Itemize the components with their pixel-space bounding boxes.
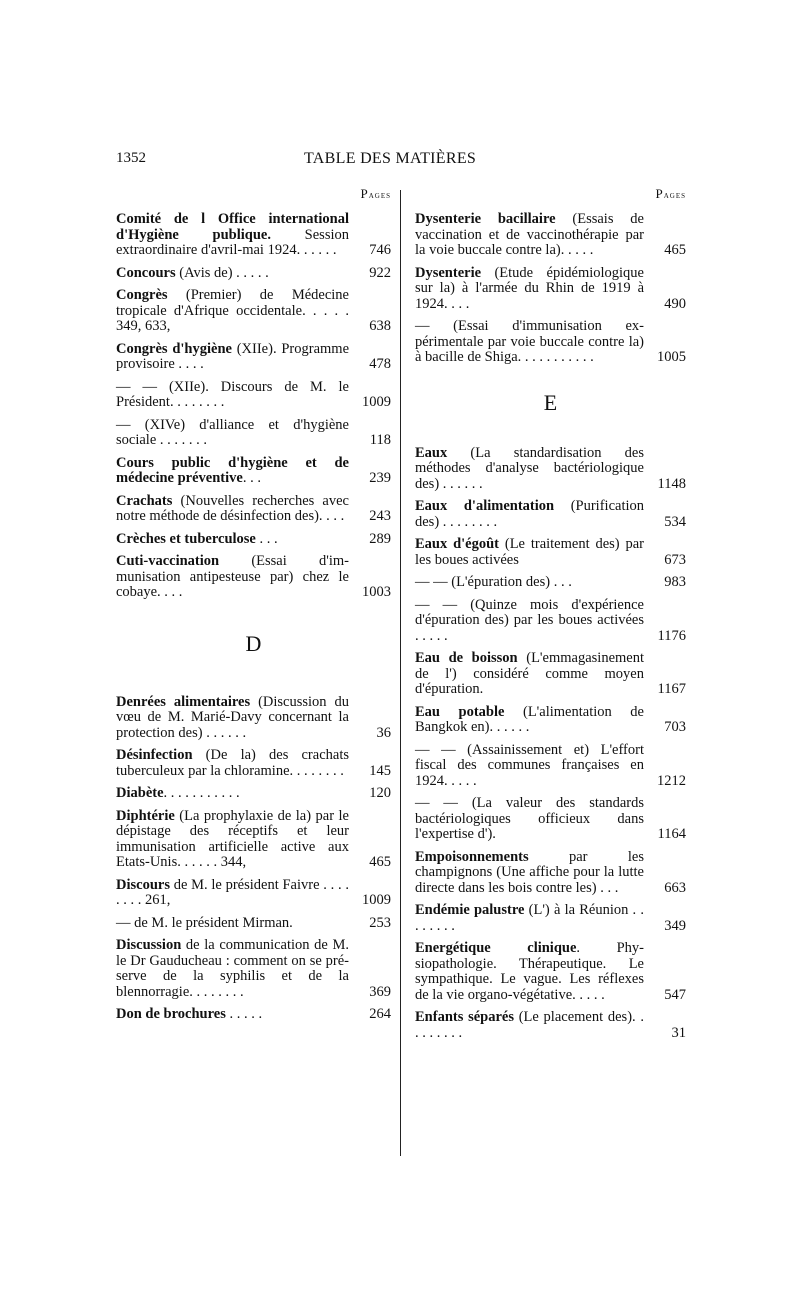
index-entry — [116, 342, 391, 373]
entry-page-number: 31 — [671, 1024, 686, 1041]
entry-text: (Le placement des). . . . . . . . . — [415, 1009, 644, 1041]
entry-text: (XIIe). Programme provisoire . . . . — [116, 340, 350, 372]
index-entry — [116, 494, 391, 525]
entry-page-number: 349 — [664, 917, 686, 934]
index-group — [415, 446, 686, 1042]
entry-page-number: 547 — [664, 986, 686, 1003]
index-entry — [116, 1007, 391, 1023]
index-entry — [415, 796, 686, 843]
entry-text: . . . — [255, 530, 278, 547]
entry-page-number: 478 — [369, 356, 391, 372]
entry-headword: Concours — [116, 264, 176, 281]
entry-headword: Crachats — [116, 492, 173, 509]
entry-text: (Etude épidémiologique sur la) à l'armée du Rhin de 1919 à 1924. . . . — [415, 264, 644, 312]
entry-headword: Cuti-vaccination — [116, 553, 220, 569]
entry-page-number: 118 — [369, 432, 391, 448]
entry-headword: Eau de boisson — [415, 650, 518, 666]
page-header — [116, 150, 676, 172]
running-title: TABLE DES MATIÈRES — [304, 150, 477, 167]
entry-page-number: 1005 — [657, 349, 686, 365]
index-entry — [116, 878, 391, 909]
entry-page-number: 1176 — [657, 627, 686, 644]
entry-text: (Premier) de Médecine tropicale d'Afrique occidentale. . . . . 349, 633, — [116, 287, 349, 334]
index-entry — [116, 938, 391, 1000]
entry-text: (Essais de vaccination et de vaccinothérapie par la voie buccale contre la). . . . . — [415, 211, 644, 258]
entry-headword: Discussion — [116, 937, 182, 953]
index-entry — [116, 748, 391, 779]
entry-page-number: 1148 — [657, 475, 686, 492]
entry-page-number: 638 — [369, 318, 391, 334]
entry-headword: Endémie palustre — [415, 902, 525, 918]
entry-text: (Purification des) . . . . . . . . — [415, 498, 644, 530]
entry-text: . . . . . — [225, 1006, 263, 1022]
entry-headword: Désinfection — [116, 747, 193, 763]
index-entry — [116, 695, 391, 742]
entry-headword: Congrès d'hygiène — [116, 340, 232, 357]
entry-page-number: 369 — [369, 983, 391, 1000]
entry-page-number: 120 — [369, 785, 391, 801]
entry-page-number: 1164 — [657, 826, 686, 842]
entry-text: (La standardisation des méthodes d'analyse bactériologique des) . . . . . . — [415, 444, 644, 492]
index-entry — [415, 499, 686, 530]
entry-page-number: 1212 — [657, 772, 686, 789]
index-entry — [415, 705, 686, 736]
index-entry — [415, 598, 686, 645]
index-entry — [415, 743, 686, 790]
entry-headword: Dysenterie bacillaire — [415, 211, 556, 227]
index-entry — [116, 266, 391, 282]
entry-text: (L'emmagasinement de l') considéré comme moyen d'épuration. — [415, 650, 645, 697]
entry-headword: Don de brochures — [116, 1006, 226, 1022]
index-entry — [116, 288, 391, 335]
entry-headword: Diphtérie — [116, 807, 175, 824]
entry-text: (La prophylaxie de la) par le dépistage des réceptifs et leur immunisation artificielle active aux Etats-Unis. . . . . . 344, — [116, 807, 349, 870]
index-entry — [415, 266, 686, 313]
index-group — [116, 212, 391, 601]
index-entry — [415, 575, 686, 591]
entry-headword: Comité de l Office international d'Hygiène publique. — [116, 211, 349, 243]
entry-page-number: 145 — [369, 762, 391, 779]
entry-text: . . . . . . . . . . . — [163, 785, 240, 801]
entry-text: Session extraordinaire d'avril-mai 1924. . . . . . — [116, 226, 349, 258]
entry-headword: Dysenterie — [415, 264, 482, 281]
entry-text: — de M. le président Mirman. — [116, 914, 293, 931]
entry-headword: Energétique clinique — [415, 940, 577, 956]
page-number: 1352 — [116, 150, 146, 166]
entry-text: — — (L'épuration des) . . . — [415, 574, 572, 590]
entry-page-number: 534 — [664, 513, 686, 530]
entry-text: par les champignons (Une affiche pour la lutte directe dans les bois contre les) . . . — [415, 848, 644, 896]
index-entry — [415, 212, 686, 259]
entry-page-number: 983 — [664, 574, 686, 590]
entry-text: de M. le président Faivre . . . . . . . . 261, — [116, 876, 349, 908]
entry-text: — (XIVe) d'alliance et d'hygiène sociale . . . . . . . — [116, 416, 349, 448]
index-entry — [116, 456, 391, 487]
entry-page-number: 673 — [664, 551, 686, 568]
right-column — [415, 186, 686, 1048]
index-entry — [415, 537, 686, 568]
entry-page-number: 1009 — [362, 394, 391, 410]
entry-page-number: 1003 — [362, 584, 391, 600]
index-entry — [116, 916, 391, 932]
entry-headword: Eaux d'alimentation — [415, 498, 555, 514]
entry-page-number: 36 — [376, 724, 391, 741]
entry-page-number: 253 — [369, 914, 391, 931]
entry-text: (Avis de) . . . . . — [175, 264, 269, 281]
index-group — [415, 212, 686, 366]
index-entry — [116, 380, 391, 411]
section-letter: E — [543, 389, 558, 415]
entry-headword: Discours — [116, 876, 170, 893]
index-entry — [415, 651, 686, 698]
index-group — [116, 695, 391, 1023]
column-divider — [400, 190, 401, 1156]
entry-page-number: 264 — [369, 1006, 391, 1022]
entry-text: — (Essai d'immunisation expérimentale par voie buccale contre la) à bacille de Shiga. . . . . . . . . . . — [415, 318, 644, 365]
entry-page-number: 239 — [369, 470, 391, 486]
index-entry — [116, 786, 391, 802]
entry-text: (L') à la Réunion . . . . . . . . — [415, 902, 644, 934]
entry-page-number: 663 — [664, 879, 686, 896]
pages-header: Pages — [360, 186, 391, 201]
entry-headword: Crèches et tuberculose — [116, 530, 256, 547]
index-entry — [415, 1010, 686, 1041]
entry-text: (Le traitement des) par les boues activées — [415, 536, 644, 568]
index-entry — [415, 319, 686, 366]
entry-headword: Eaux — [415, 444, 448, 461]
entry-page-number: 490 — [664, 295, 686, 312]
entry-page-number: 243 — [369, 508, 391, 524]
index-entry — [116, 554, 391, 601]
index-entry — [116, 212, 391, 259]
entry-text: (Essai d'immunisation antipesteuse par) chez le cobaye. . . . — [116, 553, 349, 600]
index-entry — [116, 418, 391, 449]
entry-page-number: 289 — [369, 530, 391, 547]
entry-text: (Nouvelles recherches avec notre méthode de désinfection des). . . . — [116, 492, 349, 524]
entry-page-number: 746 — [369, 242, 391, 258]
entry-text: — — (Assainissement et) L'effort fiscal des communes françaises en 1924. . . . . — [415, 741, 644, 789]
left-column — [116, 186, 391, 1030]
entry-text: — — (XIIe). Discours de M. le Président. . . . . . . . — [116, 378, 349, 410]
index-entry — [415, 850, 686, 897]
index-entry — [116, 532, 391, 548]
entry-text: (De la) des crachats tuberculeux par la chloramine. . . . . . . . — [116, 747, 349, 779]
entry-text: (Discussion du vœu de M. Marié-Davy concernant la protection des) . . . . . . — [116, 693, 349, 741]
entry-text: de la communication de M. le Dr Gauducheau : comment on se préserve de la syphilis et de la blennorragie. . . . . . . . — [116, 937, 349, 1000]
entry-text: (L'alimentation de Bangkok en). . . . . . — [415, 703, 644, 735]
entry-page-number: 465 — [664, 242, 686, 258]
entry-page-number: 1167 — [657, 681, 686, 697]
index-entry — [116, 809, 391, 871]
section-letter: D — [245, 630, 262, 656]
entry-headword: Eau potable — [415, 703, 505, 720]
entry-page-number: 922 — [369, 264, 391, 281]
entry-text: — — (La valeur des standards bactériologiques officieux dans l'expertise d'). — [415, 795, 644, 842]
entry-text: . . . — [242, 470, 261, 486]
pages-header: Pages — [655, 186, 686, 201]
entry-headword: Cours public d'hygiène et de médecine préventive — [116, 454, 349, 486]
index-entry — [415, 446, 686, 493]
entry-page-number: 465 — [369, 854, 391, 870]
entry-page-number: 1009 — [362, 892, 391, 908]
index-entry — [415, 941, 686, 1003]
entry-text: — — (Quinze mois d'expérience d'épuration des) par les boues activées . . . . . — [415, 596, 644, 644]
entry-page-number: 703 — [664, 719, 686, 735]
entry-headword: Denrées alimentaires — [116, 693, 251, 710]
entry-headword: Congrès — [116, 287, 168, 303]
entry-headword: Enfants séparés — [415, 1009, 514, 1025]
entry-headword: Diabète — [116, 785, 164, 801]
entry-headword: Eaux d'égoût — [415, 536, 500, 552]
index-entry — [415, 903, 686, 934]
entry-text: . Physiopathologie. Thérapeutique. Le sympathique. Le vague. Les réflexes de la vie organo-végétative. . . . . — [415, 940, 644, 1003]
entry-headword: Empoisonnements — [415, 848, 529, 865]
